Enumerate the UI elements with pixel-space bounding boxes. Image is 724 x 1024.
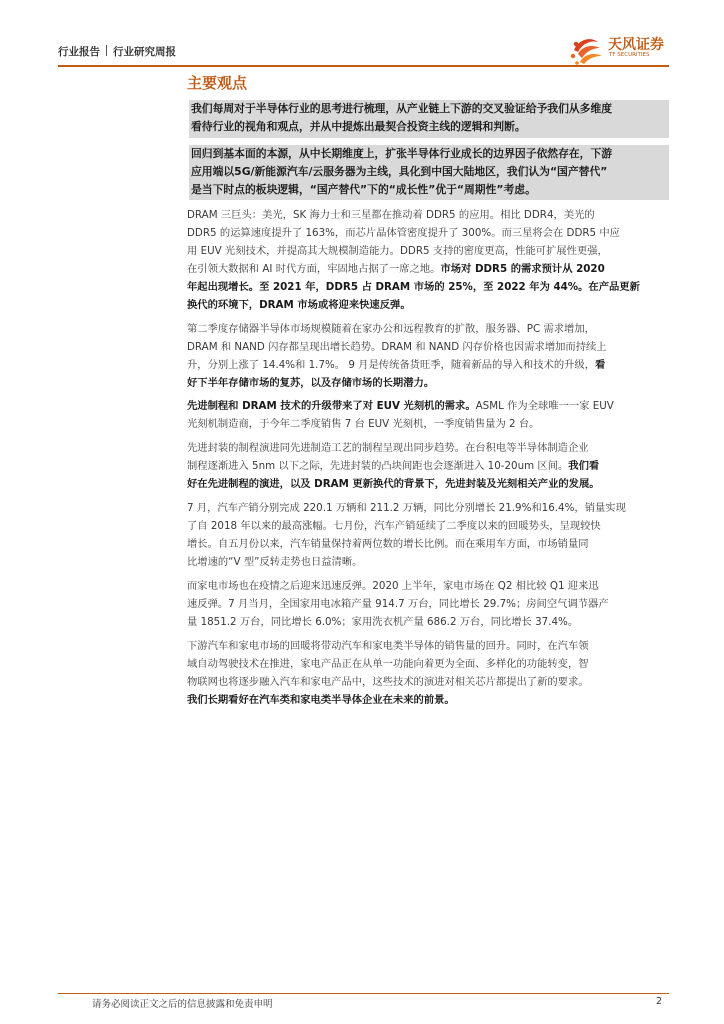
paragraph-packaging (187, 439, 669, 493)
text-line: 第二季度存储器半导体市场规模随着在家办公和远程教育的扩散，服务器、PC 需求增加， (187, 323, 595, 335)
text-line: 下游汽车和家电市场的回暖将带动汽车和家电类半导体的销售量的回升。同时，在汽车领 (187, 640, 589, 652)
text-line: 而家电市场也在疫情之后迎来迅速反弹。2020 上半年，家电市场在 Q2 相比较 Q1 迎来迅 (187, 580, 599, 592)
bold-text-line: 我们长期看好在汽车类和家电类半导体企业在未来的前景。 (187, 694, 455, 706)
text-line: 用 EUV 光刻技术，并提高其大规模制造能力。DDR5 支持的密度更高，性能可扩展性更强， (187, 245, 608, 257)
text-line: 先进封装的制程演进同先进制造工艺的制程呈现出同步趋势。在台积电等半导体制造企业 (187, 442, 589, 454)
bold-text-line: 好在先进制程的演进，以及 DRAM 更新换代的背景下，先进封装及光刻相关产业的发展。 (187, 478, 600, 490)
text-line (187, 397, 669, 415)
text-line: 速反弹。7 月当月，全国家用电冰箱产量 914.7 万台，同比增长 29.7%；房间空气调节器产 (187, 598, 609, 610)
report-subtype-label: 行业研究周报 (113, 46, 176, 58)
bold-text: 市场对 DDR5 的需求预计从 2020 (440, 263, 605, 275)
text-span: 升，分别上涨了 14.4%和 1.7%。 9 月是传统备货旺季，随着新品的导入和技术的升级， (187, 359, 596, 371)
highlight-box-summary (189, 100, 669, 138)
text-line: 物联网也将逐步融入汽车和家电产品中，这些技术的演进对相关芯片都提出了新的要求。 (187, 676, 589, 688)
logo-company-name: 天风证券 (608, 37, 664, 53)
text-span: ASML 作为全球唯一一家 EUV (475, 400, 614, 412)
logo-company-name-en: TF SECURITIES (609, 52, 650, 58)
text-line: 域自动驾驶技术在推进，家电产品正在从单一功能向着更为全面、多样化的功能转变，智 (187, 658, 589, 670)
page-header (58, 36, 698, 68)
text-line: 增长。自五月份以来，汽车销量保持着两位数的增长比例。而在乘用车方面，市场销量同 (187, 538, 589, 550)
text-line: 光刻机制造商，于今年二季度销售 7 台 EUV 光刻机，一季度销售量为 2 台。 (187, 418, 540, 430)
text-line: 了自 2018 年以来的最高涨幅。七月份，汽车产销延续了二季度以来的回暖势头，呈现较快 (187, 520, 601, 532)
text-line: DDR5 的运算速度提升了 163%，而芯片晶体管密度提升了 300%。而三星将会在 DDR5 中应 (187, 227, 620, 239)
paragraph-euv (187, 397, 669, 433)
text-line: DRAM 三巨头：美光，SK 海力士和三星都在推动着 DDR5 的应用。相比 DDR4，美光的 (187, 209, 595, 221)
paragraph-dram (187, 206, 669, 314)
text-line: 7 月，汽车产销分别完成 220.1 万辆和 211.2 万辆，同比分别增长 21.9%和16.4%，销量实现 (187, 502, 626, 514)
text-line (187, 260, 669, 278)
footer-rule (58, 993, 669, 994)
bold-text-line: 好下半年存储市场的复苏，以及存储市场的长期潜力。 (187, 377, 435, 389)
paragraph-outlook (187, 637, 669, 709)
text-span: 制程逐渐进入 5nm 以下之际，先进封装的凸块间距也会逐渐进入 10-20um 区间。 (187, 460, 569, 472)
header-rule (58, 65, 669, 67)
header-divider (106, 45, 107, 56)
header-breadcrumb (58, 44, 176, 59)
text-line: DRAM 和 NAND 闪存都呈现出增长趋势。DRAM 和 NAND 闪存价格也因需求增加而持续上 (187, 341, 607, 353)
bold-text: 看 (595, 359, 606, 371)
text-line (187, 457, 669, 475)
section-title: 主要观点 (187, 74, 248, 92)
paragraph-appliances (187, 577, 669, 631)
highlight-line: 我们每周对于半导体行业的思考进行梳理，从产业链上下游的交叉验证给予我们从多维度 (191, 102, 613, 115)
report-type-label: 行业报告 (58, 46, 100, 58)
footer-disclaimer: 请务必阅读正文之后的信息披露和免责申明 (92, 999, 273, 1010)
highlight-line: 是当下时点的板块逻辑，“国产替代”下的“成长性”优于“周期性”考虑。 (191, 183, 536, 196)
logo-mark-icon (568, 32, 606, 66)
paragraph-memory-market (187, 320, 669, 392)
text-span: 在引领大数据和 AI 时代方面，牢固地占据了一席之地。 (187, 263, 441, 275)
highlight-line: 回归到基本面的本源，从中长期维度上，扩张半导体行业成长的边界因子依然存在，下游 (191, 147, 613, 160)
highlight-box-thesis (189, 145, 669, 200)
paragraph-auto (187, 499, 669, 571)
bold-text-line: 换代的环境下，DRAM 市场或将迎来快速反弹。 (187, 299, 411, 311)
text-line (187, 356, 669, 374)
bold-text: 先进制程和 DRAM 技术的升级带来了对 EUV 光刻机的需求。 (187, 400, 476, 412)
text-line: 量 1851.2 万台，同比增长 6.0%；家用洗衣机产量 686.2 万台，同比增长 37.4%。 (187, 616, 579, 628)
company-logo (568, 32, 698, 66)
text-line: 比增速的“V 型”反转走势也日益清晰。 (187, 556, 363, 568)
page-number: 2 (656, 996, 663, 1007)
bold-text-line: 年起出现增长。至 2021 年，DDR5 占 DRAM 市场的 25%，至 2022 年为 44%。在产品更新 (187, 281, 640, 293)
bold-text: 我们看 (568, 460, 600, 472)
highlight-line: 应用端以5G/新能源汽车/云服务器为主线，具化到中国大陆地区，我们认为“国产替代” (191, 165, 608, 178)
highlight-line: 看待行业的视角和观点，并从中提炼出最契合投资主线的逻辑和判断。 (191, 120, 526, 133)
